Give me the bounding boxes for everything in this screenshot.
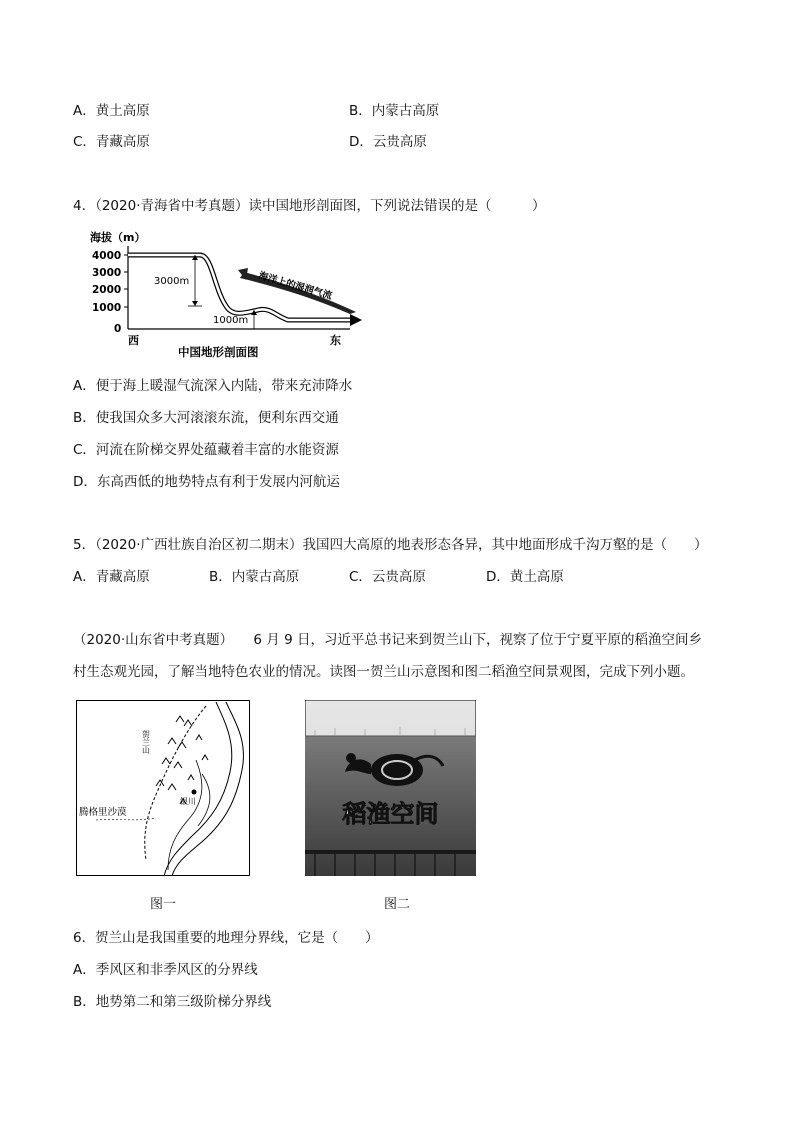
rice-fish-photo bbox=[305, 700, 476, 876]
q4-option-b: B．使我国众多大河滚滚东流，便利东西交通 bbox=[73, 410, 339, 426]
figure-1-caption: 图一 bbox=[150, 897, 177, 912]
q5-stem: 5．（2020·广西壮族自治区初二期末）我国四大高原的地表形态各异，其中地面形成千沟万壑的是（ ） bbox=[73, 537, 708, 553]
q3-option-b: B．内蒙古高原 bbox=[349, 103, 440, 119]
q4-option-c: C．河流在阶梯交界处蕴藏着丰富的水能资源 bbox=[73, 442, 339, 458]
map-mountain-label: 贺兰山 bbox=[141, 730, 151, 754]
profile-ylabel: 海拔（m） bbox=[90, 231, 146, 244]
q4-stem: 4．（2020·青海省中考真题）读中国地形剖面图，下列说法错误的是（ ） bbox=[73, 198, 546, 214]
photo-field-text: 稻渔空间 bbox=[342, 800, 439, 828]
q6-stem: 6．贺兰山是我国重要的地理分界线，它是（ ） bbox=[73, 930, 379, 946]
map-city-label: 银川 bbox=[180, 797, 196, 806]
terrain-profile-figure bbox=[88, 228, 368, 360]
ytick-2000: 2000 bbox=[92, 284, 122, 296]
west-label: 西 bbox=[128, 334, 139, 347]
q6-option-b: B．地势第二和第三级阶梯分界线 bbox=[73, 994, 272, 1010]
q5-option-b: B．内蒙古高原 bbox=[209, 569, 300, 585]
map-desert-label: 腾格里沙漠 bbox=[79, 807, 127, 818]
q5-option-c: C．云贵高原 bbox=[349, 569, 426, 585]
east-label: 东 bbox=[330, 334, 341, 347]
annot-3000m: 3000m bbox=[154, 276, 190, 287]
q3-option-d: D．云贵高原 bbox=[349, 134, 427, 150]
profile-title: 中国地形剖面图 bbox=[178, 345, 259, 359]
q5-option-d: D．黄土高原 bbox=[486, 569, 564, 585]
ytick-3000: 3000 bbox=[92, 267, 122, 279]
q6-option-a: A．季风区和非季风区的分界线 bbox=[73, 962, 258, 978]
q3-option-a: A．黄土高原 bbox=[73, 103, 150, 119]
q3-option-c: C．青藏高原 bbox=[73, 134, 150, 150]
helan-mountain-map bbox=[76, 700, 250, 876]
annot-1000m: 1000m bbox=[213, 315, 249, 326]
ytick-4000: 4000 bbox=[92, 250, 122, 262]
ytick-1000: 1000 bbox=[92, 302, 122, 314]
q4-option-a: A．便于海上暖湿气流深入内陆，带来充沛降水 bbox=[73, 378, 353, 394]
q5-option-a: A．青藏高原 bbox=[73, 569, 150, 585]
passage-line-1: （2020·山东省中考真题） 6 月 9 日，习近平总书记来到贺兰山下，视察了位于宁夏平原的稻渔空间乡 bbox=[73, 632, 702, 648]
airflow-label: 海洋上的湿润气流 bbox=[257, 270, 334, 302]
passage-line-2: 村生态观光园，了解当地特色农业的情况。读图一贺兰山示意图和图二稻渔空间景观图，完成下列小题。 bbox=[73, 664, 694, 680]
q4-option-d: D．东高西低的地势特点有利于发展内河航运 bbox=[73, 474, 340, 490]
figure-2-caption: 图二 bbox=[384, 897, 411, 912]
ytick-0: 0 bbox=[114, 323, 122, 335]
